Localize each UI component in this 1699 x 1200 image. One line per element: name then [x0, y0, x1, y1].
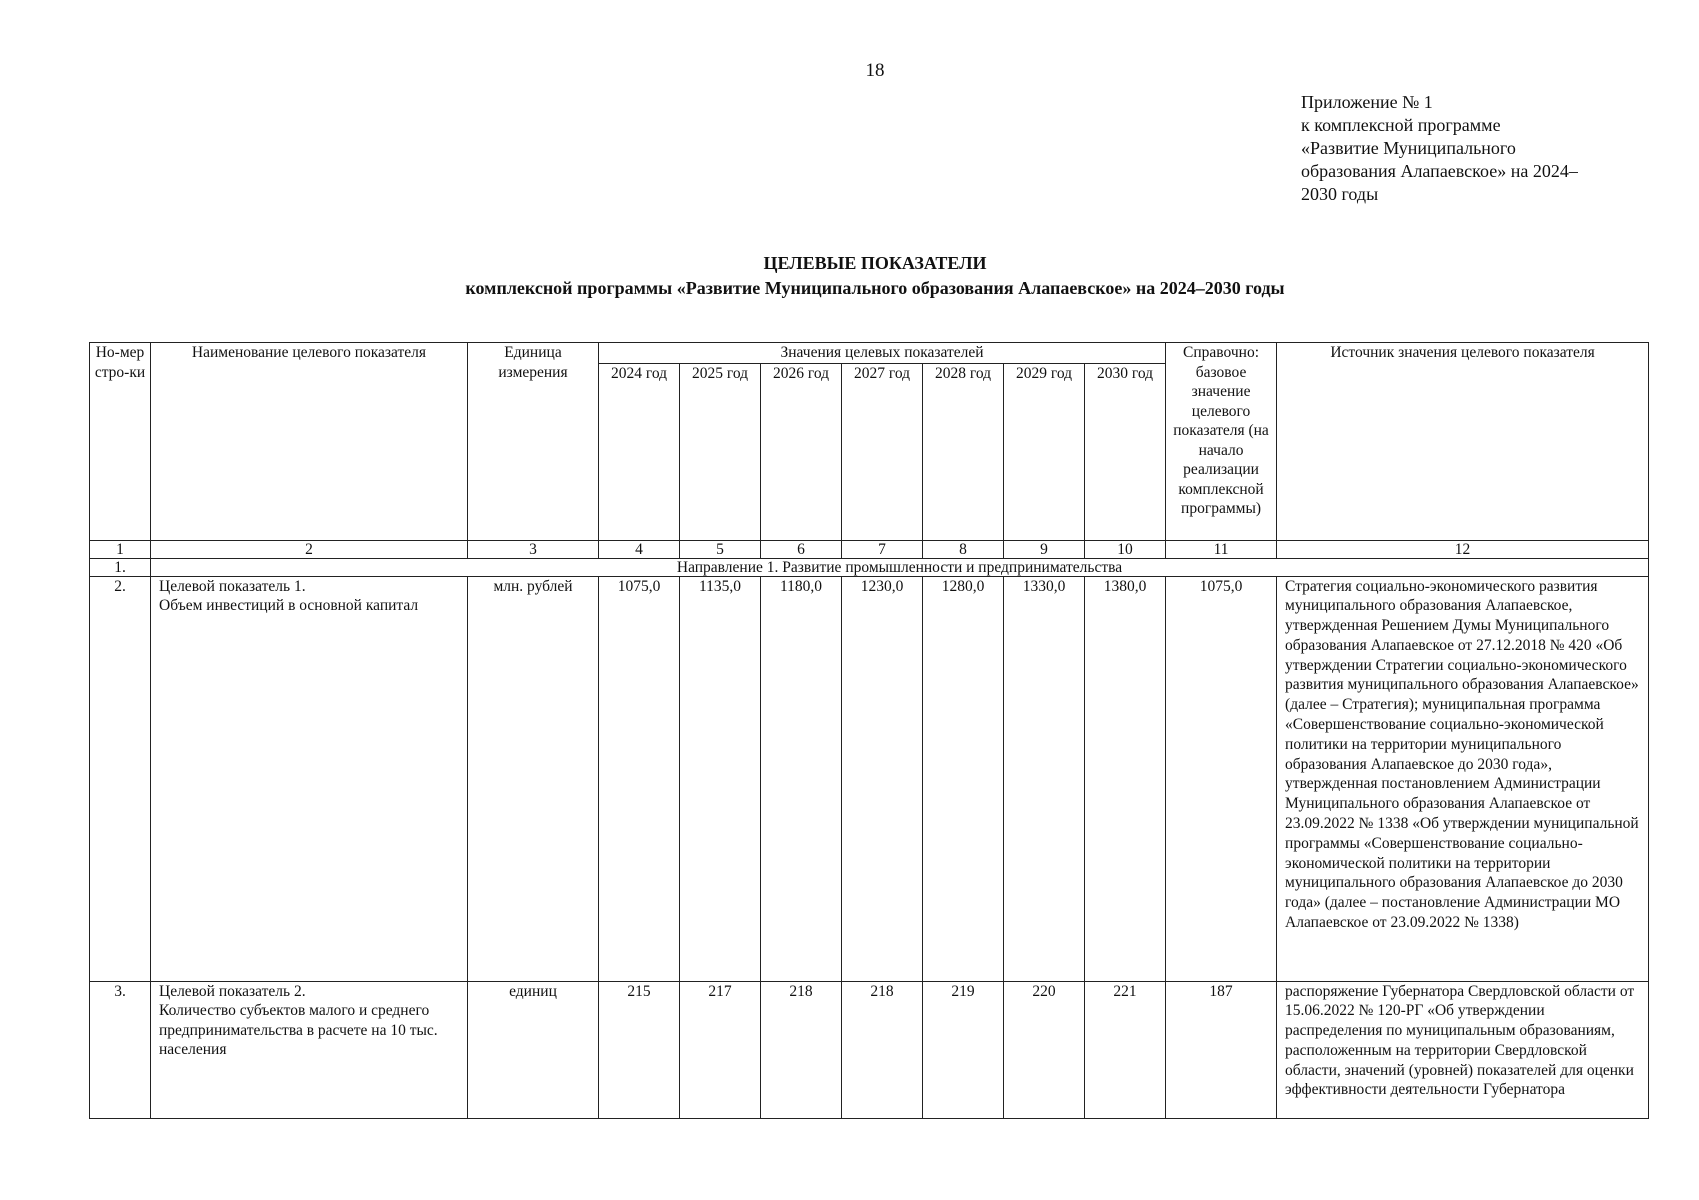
value-2027: 218 — [842, 981, 923, 1118]
source-text: распоряжение Губернатора Свердловской области от 15.06.2022 № 120-РГ «Об утверждении распределения по муниципальным образованиям, расположенным на территории Свердловской области, значений (уровней) показателей для оценки эффективности деятельности Губернатора — [1277, 981, 1649, 1118]
header-year-2028: 2028 год — [923, 363, 1004, 540]
table-row — [90, 981, 1649, 1118]
appendix-line: Приложение № 1 — [1301, 92, 1433, 112]
value-2027: 1230,0 — [842, 576, 923, 981]
row-number: 2. — [90, 576, 151, 981]
appendix-note — [1301, 91, 1631, 206]
base-value: 1075,0 — [1166, 576, 1277, 981]
table-row — [90, 576, 1649, 981]
column-number: 5 — [680, 540, 761, 558]
appendix-line: «Развитие Муниципального — [1301, 138, 1516, 158]
value-2030: 221 — [1085, 981, 1166, 1118]
indicator-description: Объем инвестиций в основной капитал — [159, 597, 419, 614]
header-source: Источник значения целевого показателя — [1277, 343, 1649, 541]
value-2028: 219 — [923, 981, 1004, 1118]
column-number: 12 — [1277, 540, 1649, 558]
value-2029: 220 — [1004, 981, 1085, 1118]
value-2024: 1075,0 — [599, 576, 680, 981]
value-2025: 1135,0 — [680, 576, 761, 981]
header-year-2030: 2030 год — [1085, 363, 1166, 540]
indicator-title: Целевой показатель 2. — [159, 982, 306, 1000]
column-number: 11 — [1166, 540, 1277, 558]
title-line-2: комплексной программы «Развитие Муниципального образования Алапаевское» на 2024–2030 годы — [465, 278, 1285, 298]
direction-number: 1. — [90, 558, 151, 576]
header-row — [90, 343, 1649, 364]
column-number: 8 — [923, 540, 1004, 558]
column-number: 6 — [761, 540, 842, 558]
value-2026: 218 — [761, 981, 842, 1118]
column-number-row — [90, 540, 1649, 558]
column-number: 2 — [151, 540, 468, 558]
value-2025: 217 — [680, 981, 761, 1118]
indicator-name — [151, 981, 468, 1118]
unit-cell: единиц — [468, 981, 599, 1118]
page-number: 18 — [865, 60, 885, 81]
document-title — [0, 251, 1699, 301]
unit-cell: млн. рублей — [468, 576, 599, 981]
value-2030: 1380,0 — [1085, 576, 1166, 981]
header-values-group: Значения целевых показателей — [599, 343, 1166, 364]
column-number: 1 — [90, 540, 151, 558]
appendix-line: 2030 годы — [1301, 184, 1379, 204]
header-name: Наименование целевого показателя — [151, 343, 468, 541]
indicator-name — [151, 576, 468, 981]
column-number: 7 — [842, 540, 923, 558]
column-number: 4 — [599, 540, 680, 558]
header-row-number: Но-мер стро-ки — [90, 343, 151, 541]
direction-row — [90, 558, 1649, 576]
header-year-2027: 2027 год — [842, 363, 923, 540]
value-2028: 1280,0 — [923, 576, 1004, 981]
indicator-description: Количество субъектов малого и среднего предпринимательства в расчете на 10 тыс. населения — [159, 1002, 438, 1058]
header-base-value: Справочно: базовое значение целевого показателя (на начало реализации комплексной программы) — [1166, 343, 1277, 541]
appendix-line: к комплексной программе — [1301, 115, 1501, 135]
column-number: 9 — [1004, 540, 1085, 558]
header-year-2025: 2025 год — [680, 363, 761, 540]
indicator-title: Целевой показатель 1. — [159, 577, 306, 595]
value-2026: 1180,0 — [761, 576, 842, 981]
column-number: 10 — [1085, 540, 1166, 558]
target-indicators-table — [89, 342, 1649, 1119]
header-year-2024: 2024 год — [599, 363, 680, 540]
direction-label: Направление 1. Развитие промышленности и предпринимательства — [151, 558, 1649, 576]
header-year-2026: 2026 год — [761, 363, 842, 540]
base-value: 187 — [1166, 981, 1277, 1118]
source-text: Стратегия социально-экономического развития муниципального образования Алапаевское, утвержденная Решением Думы Муниципального образования Алапаевское от 27.12.2018 № 420 «Об утверждении Стратегии социально-экономического развития муниципального образования Алапаевское» (далее – Стратегия); муниципальная программа «Совершенствование социально-экономической политики на территории муниципального образования Алапаевское до 2030 года», утвержденная постановлением Администрации Муниципального образования Алапаевское от 23.09.2022 № 1338 «Об утверждении муниципальной программы «Совершенствование социально-экономической политики на территории муниципального образования Алапаевское до 2030 года» (далее – постановление Администрации МО Алапаевское от 23.09.2022 № 1338) — [1277, 576, 1649, 981]
value-2024: 215 — [599, 981, 680, 1118]
row-number: 3. — [90, 981, 151, 1118]
header-year-2029: 2029 год — [1004, 363, 1085, 540]
appendix-line: образования Алапаевское» на 2024– — [1301, 161, 1578, 181]
header-unit: Единица измерения — [468, 343, 599, 541]
column-number: 3 — [468, 540, 599, 558]
value-2029: 1330,0 — [1004, 576, 1085, 981]
title-line-1: ЦЕЛЕВЫЕ ПОКАЗАТЕЛИ — [763, 253, 987, 273]
